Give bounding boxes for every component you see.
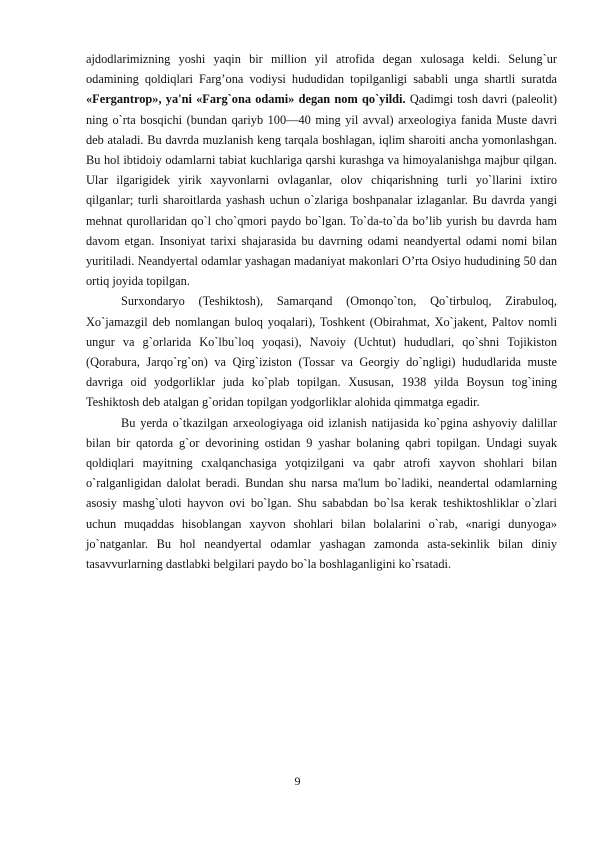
paragraph-1 (86, 49, 557, 291)
paragraph-3 (86, 413, 557, 575)
paragraph-2 (86, 291, 557, 412)
bold-term-fergantrop: «Fergantrop», ya'ni «Farg`ona odami» degan nom qo`yildi. (86, 92, 406, 107)
page-number: 9 (294, 774, 301, 788)
text-run: ajdodlarimizning yoshi yaqin bir million yil atrofida degan xulosaga keldi. Selung`ur odamining qoldiqlari Farg’ona vodiysi hududidan topilganligi sababli unga shartli suratda (86, 52, 557, 87)
text-run: Bu yerda o`tkazilgan arxeologiyaga oid izlanish natijasida ko`pgina ashyoviy dalillar bilan bir qatorda g`or devorining ostidan 9 yashar bolaning qabri topilgan. Undagi suyak qoldiqlari mayitning cxalqanchasiga yotqizilgani va qabr atrofi xayvon shohlari bilan o`ralganligidan dalolat beradi. Bundan shu narsa ma'lum bo`ladiki, neandertal odamlarning asosiy mashg`uloti hayvon ovi bo`lgan. Shu sababdan bo`lsa kerak teshiktoshliklar o`zlari uchun muqaddas hisoblangan xayvon shohlari bilan bolalarini o`rab, «narigi dunyoga» jo`natganlar. Bu hol neandyertal odamlar yashagan zamonda asta-sekinlik bilan diniy tasavvurlarning dastlabki belgilari paydo bo`la boshlaganligini ko`rsatadi. (86, 415, 557, 572)
text-run: Surxondaryo (Teshiktosh), Samarqand (Omonqo`ton, Qo`tirbuloq, Zirabuloq, Xo`jamazgil deb nomlangan buloq yoqalari), Toshkent (Obirahmat, Xo`jakent, Paltov nomli ungur va g`orlarida Ko`lbu`loq yoqasi), Navoiy (Uchtut) hududlari, qo`shni Tojikiston (Qorabura, Jarqo`rg`on) va Qirg`iziston (Tossar va Georgiy do`ngligi) hududlarida muste davriga oid yodgorliklar juda ko`plab topilgan. Xususan, 1938 yilda Boysun tog`ining Teshiktosh deb atalgan g`oridan topilgan yodgorliklar alohida qimmatga egadir. (86, 294, 557, 410)
text-run: Qadimgi tosh davri (paleolit) ning o`rta bosqichi (bundan qariyb 100—40 ming yil avval) arxeologiya fanida Muste davri deb ataladi. Bu davrda muzlanish keng tarqala boshlagan, iqlim sharoiti ancha yomonlashgan. Bu hol ibtidoiy odamlarni tabiat kuchlariga qarshi kurashga va himoyalanishga majbur qilgan. Ular ilgarigidek yirik xayvonlarni ovlaganlar, olov chiqarishning turli yo`llarini ixtiro qilganlar; turli sharoitlarda yashash uchun o`zlariga boshpanalar izlaganlar. Bu davrda yangi mehnat qurollaridan qo`l cho`qmori paydo bo`lgan. To`da-to`da bo’lib yurish bu davrda ham davom etgan. Insoniyat tarixi shajarasida bu davrning odami neandyertal odami nomi bilan yuritiladi. Neandyertal odamlar yashagan madaniyat makonlari O’rta Osiyo hududining 50 dan ortiq joyida topilgan. (86, 92, 557, 289)
document-body (86, 49, 557, 574)
